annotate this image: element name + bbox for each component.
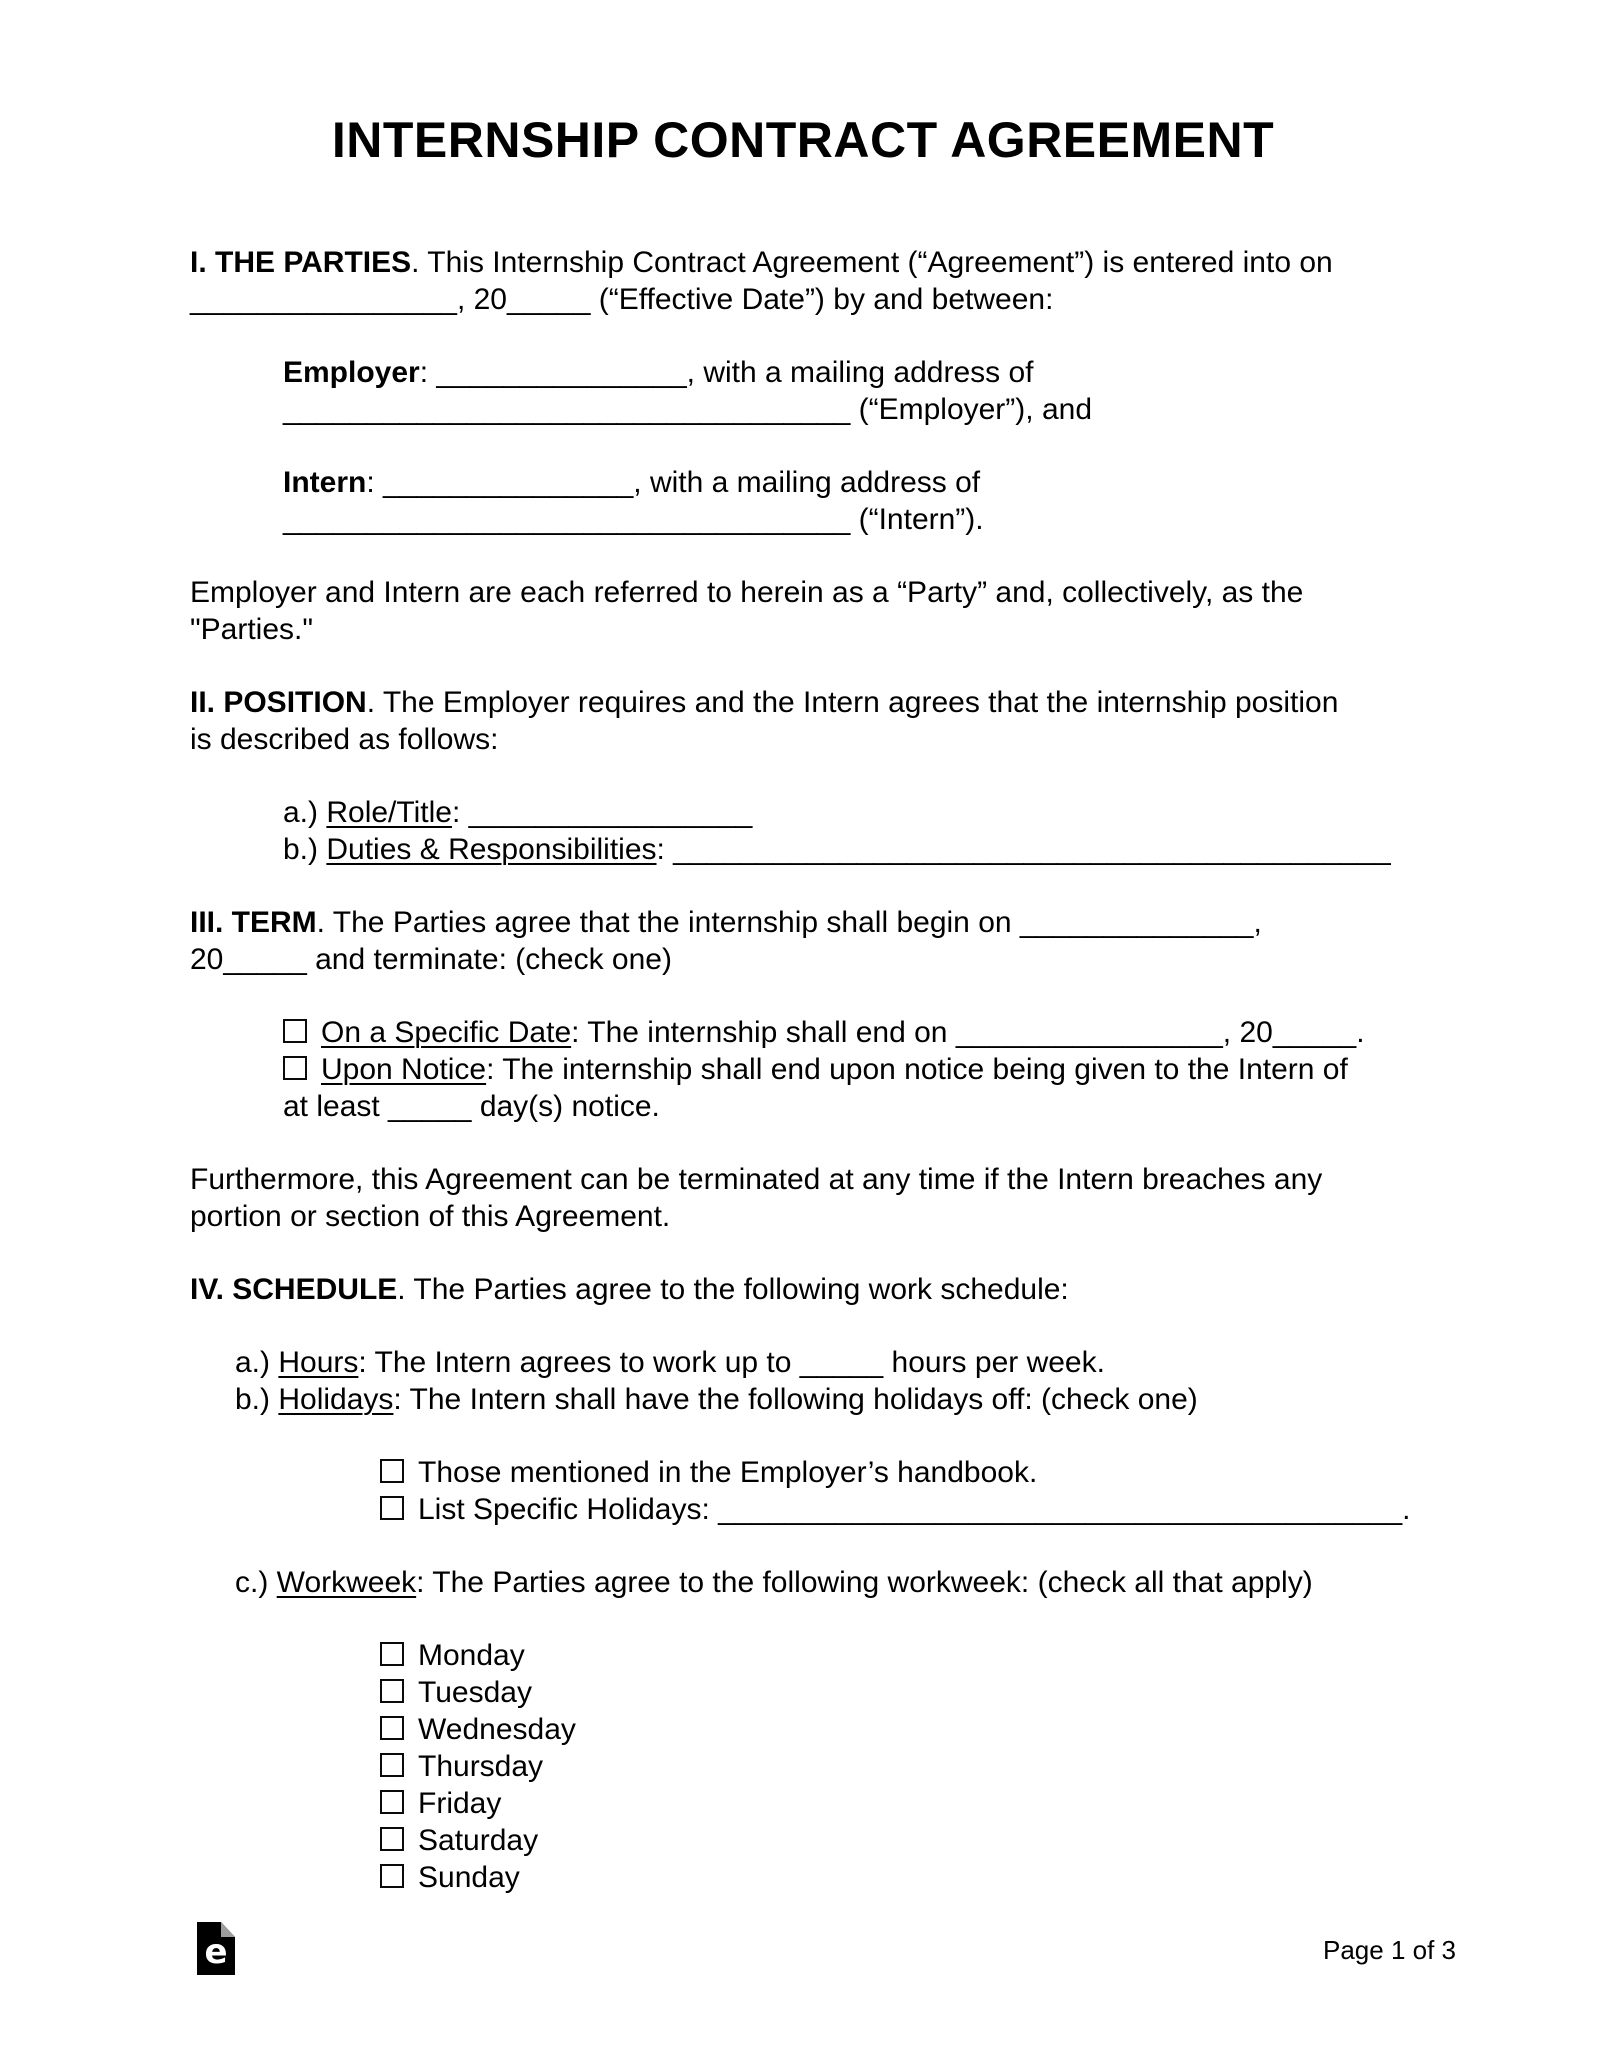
text-line: [283, 354, 1416, 391]
day-tuesday: [380, 1674, 1416, 1711]
text-line: [283, 391, 1416, 428]
text-segment: Workweek: [276, 1566, 417, 1599]
document-title: INTERNSHIP CONTRACT AGREEMENT: [331, 112, 1275, 168]
checkbox-saturday[interactable]: [380, 1827, 404, 1851]
day-monday: [380, 1637, 1416, 1674]
text-segment: Duties & Responsibilities: [326, 833, 657, 866]
text-segment: : The Intern shall have the following holidays off: (check one): [393, 1383, 1198, 1416]
document-content: [190, 0, 1416, 1932]
text-segment: Thursday: [418, 1750, 544, 1783]
option-upon-notice: [283, 1051, 1416, 1088]
text-segment: Hours: [278, 1346, 359, 1379]
checkbox-wednesday[interactable]: [380, 1716, 404, 1740]
text-segment: Those mentioned in the Employer’s handbook.: [418, 1456, 1038, 1489]
text-segment: . The Employer requires and the Intern agrees that the internship position: [366, 686, 1339, 719]
text-line: [190, 721, 1416, 758]
text-segment: a.): [235, 1346, 279, 1379]
text-segment: . This Internship Contract Agreement (“Agreement”) is entered into on: [411, 246, 1333, 279]
text-segment: : The internship shall end on ________________, 20_____.: [571, 1016, 1365, 1049]
text-segment: Wednesday: [418, 1713, 576, 1746]
text-line: [190, 941, 1416, 978]
text-line: [190, 1271, 1416, 1308]
checkbox-specific-date[interactable]: [283, 1019, 307, 1043]
text-segment: . The Parties agree to the following work schedule:: [397, 1273, 1069, 1306]
text-segment: Friday: [418, 1787, 502, 1820]
text-line: [190, 611, 1416, 648]
text-line: [190, 684, 1416, 721]
holidays-line: [235, 1381, 1416, 1418]
checkbox-tuesday[interactable]: [380, 1679, 404, 1703]
parties-definition: [190, 574, 1416, 648]
workweek-intro: [235, 1564, 1416, 1601]
page-number-label: Page 1 of 3: [1323, 1935, 1456, 1965]
text-segment: Tuesday: [418, 1676, 532, 1709]
text-segment: __________________________________ (“Intern”).: [283, 503, 984, 536]
text-segment: : The internship shall end upon notice being given to the Intern of: [486, 1053, 1348, 1086]
text-segment: Saturday: [418, 1824, 539, 1857]
option-handbook-holidays: [380, 1454, 1416, 1491]
text-segment: a.): [283, 796, 327, 829]
text-segment: portion or section of this Agreement.: [190, 1200, 671, 1233]
text-line: [190, 1198, 1416, 1235]
text-segment: Intern: [283, 466, 367, 499]
section-iv-schedule: [190, 1271, 1416, 1308]
text-segment: c.): [235, 1566, 277, 1599]
text-line: [283, 501, 1416, 538]
section-iii-term: [190, 904, 1416, 978]
text-segment: II. POSITION: [190, 686, 367, 719]
text-segment: 20_____ and terminate: (check one): [190, 943, 672, 976]
eforms-logo: [197, 1922, 235, 1975]
checkbox-sunday[interactable]: [380, 1864, 404, 1888]
text-segment: III. TERM: [190, 906, 317, 939]
duties-line: [283, 831, 1416, 868]
text-line: [283, 1088, 1416, 1125]
option-specific-date: [283, 1014, 1416, 1051]
day-saturday: [380, 1822, 1416, 1859]
text-line: [190, 1161, 1416, 1198]
text-segment: Employer and Intern are each referred to herein as a “Party” and, collectively, as the: [190, 576, 1304, 609]
text-segment: : _______________, with a mailing address of: [419, 356, 1034, 389]
checkbox-handbook-holidays[interactable]: [380, 1459, 404, 1483]
text-segment: : The Intern agrees to work up to _____ hours per week.: [358, 1346, 1105, 1379]
text-segment: : _________________: [451, 796, 753, 829]
text-segment: : ___________________________________________: [656, 833, 1391, 866]
text-line: [190, 574, 1416, 611]
text-segment: b.): [283, 833, 327, 866]
text-line: [190, 244, 1416, 281]
text-segment: Employer: [283, 356, 420, 389]
intern-block: [283, 464, 1416, 538]
day-sunday: [380, 1859, 1416, 1896]
checkbox-list-holidays[interactable]: [380, 1496, 404, 1520]
text-segment: "Parties.": [190, 613, 314, 646]
text-line: [190, 281, 1416, 318]
checkbox-monday[interactable]: [380, 1642, 404, 1666]
workweek-days: [380, 1637, 1416, 1896]
text-segment: IV. SCHEDULE: [190, 1273, 398, 1306]
checkbox-upon-notice[interactable]: [283, 1056, 307, 1080]
text-segment: : _______________, with a mailing address of: [366, 466, 981, 499]
day-wednesday: [380, 1711, 1416, 1748]
section-i-the-parties: [190, 244, 1416, 318]
document-body: [190, 244, 1416, 1896]
text-segment: . The Parties agree that the internship shall begin on ______________,: [316, 906, 1262, 939]
text-segment: __________________________________ (“Employer”), and: [283, 393, 1093, 426]
holiday-options: [380, 1454, 1416, 1528]
section-ii-position: [190, 684, 1416, 758]
text-segment: List Specific Holidays: _________________________________________.: [418, 1493, 1411, 1526]
workweek-line: [235, 1564, 1416, 1601]
text-segment: Sunday: [418, 1861, 520, 1894]
schedule-items: [235, 1344, 1416, 1418]
text-segment: On a Specific Date: [321, 1016, 572, 1049]
text-segment: Holidays: [278, 1383, 394, 1416]
text-segment: b.): [235, 1383, 279, 1416]
text-line: [190, 904, 1416, 941]
page-with-folded-corner-icon: [197, 1922, 235, 1975]
checkbox-friday[interactable]: [380, 1790, 404, 1814]
hours-line: [235, 1344, 1416, 1381]
text-segment: I. THE PARTIES: [190, 246, 412, 279]
text-segment: : The Parties agree to the following workweek: (check all that apply): [416, 1566, 1313, 1599]
text-segment: Furthermore, this Agreement can be terminated at any time if the Intern breaches any: [190, 1163, 1323, 1196]
position-items: [283, 794, 1416, 868]
day-thursday: [380, 1748, 1416, 1785]
text-segment: is described as follows:: [190, 723, 499, 756]
text-line: [283, 464, 1416, 501]
employer-block: [283, 354, 1416, 428]
text-segment: ________________, 20_____ (“Effective Date”) by and between:: [190, 283, 1054, 316]
text-segment: Upon Notice: [321, 1053, 487, 1086]
termination-clause: [190, 1161, 1416, 1235]
text-segment: Monday: [418, 1639, 525, 1672]
option-list-holidays: [380, 1491, 1416, 1528]
text-segment: at least _____ day(s) notice.: [283, 1090, 660, 1123]
term-options: [283, 1014, 1416, 1125]
checkbox-thursday[interactable]: [380, 1753, 404, 1777]
day-friday: [380, 1785, 1416, 1822]
logo-letter: e: [204, 1932, 228, 1972]
role-title-line: [283, 794, 1416, 831]
text-segment: Role/Title: [326, 796, 452, 829]
